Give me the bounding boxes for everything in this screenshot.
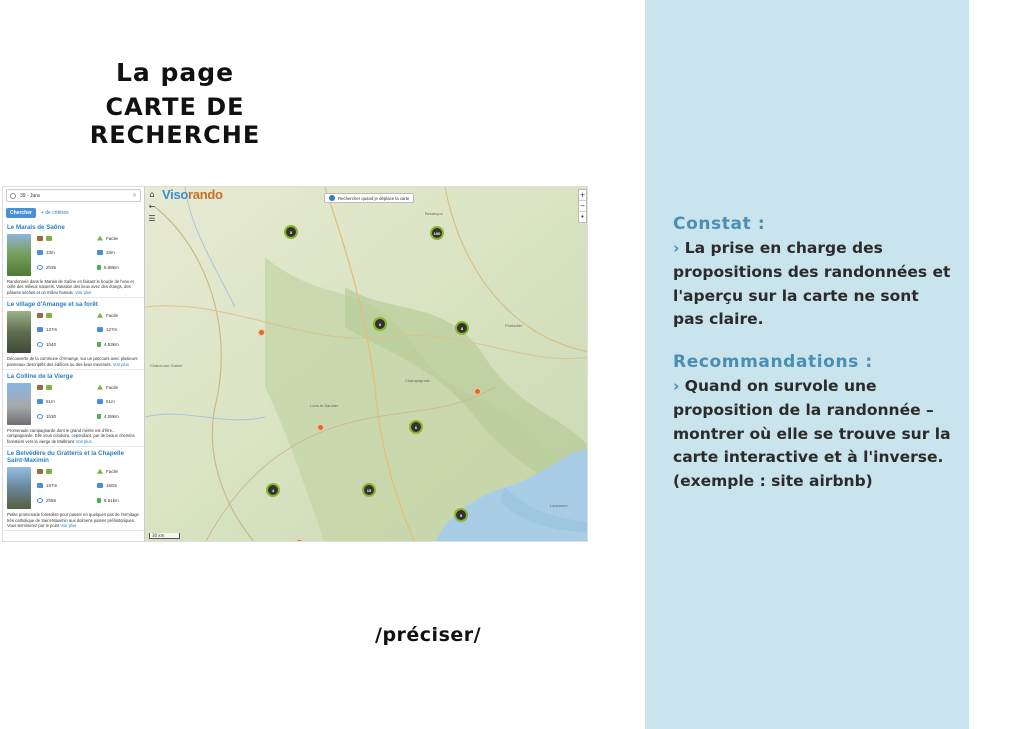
clock-icon: [37, 265, 43, 270]
hike-type: [37, 383, 97, 391]
poi-marker[interactable]: [258, 329, 265, 336]
hike-result-item[interactable]: [3, 370, 144, 447]
svg-text:Champagnole: Champagnole: [405, 378, 430, 383]
hike-cluster-marker[interactable]: 8: [455, 321, 469, 335]
distance-icon: [97, 498, 101, 503]
elevation-up-icon: [97, 399, 103, 404]
visorando-logo[interactable]: Visorando: [162, 187, 223, 202]
svg-text:Besançon: Besançon: [425, 211, 443, 216]
findings-panel: [645, 0, 969, 729]
hike-type: [37, 234, 97, 242]
hike-elevation-down: 51m: [37, 398, 97, 406]
hike-info-row: [7, 467, 140, 509]
constat-text: › La prise en charge des propositions des randonnées et l'aperçu sur la carte ne sont pas claire.: [673, 239, 951, 329]
hike-duration: 2h55: [37, 497, 97, 505]
hike-duration: 1h30: [37, 412, 97, 420]
boot-icon: [37, 236, 43, 241]
hike-title-link[interactable]: Le Belvédère du Gratteris et la Chapelle Saint-Maximin: [7, 450, 124, 465]
elevation-up-icon: [97, 483, 103, 488]
zoom-in-button[interactable]: +: [579, 191, 586, 199]
difficulty-icon: [97, 313, 103, 318]
hike-cluster-marker[interactable]: 100: [430, 226, 444, 240]
poi-marker[interactable]: [317, 424, 324, 431]
hike-difficulty: Facile: [97, 383, 137, 391]
hike-description: Randonnée dans le Marais de Saône en faisant le boucle de l'eau et celle des milieux naturels. Variation des lieux avec des étangs, des pâtures sèches et un milieu humide. Voir plus: [7, 279, 134, 295]
search-value: 39 - Jura: [20, 192, 40, 199]
elevation-up-icon: [97, 250, 103, 255]
hike-type: [37, 311, 97, 319]
results-sidebar: [3, 187, 145, 542]
hike-elevation-up: 33m: [97, 249, 137, 257]
hike-duration: 2h35: [37, 263, 97, 271]
difficulty-icon: [97, 469, 103, 474]
hike-info-row: [7, 383, 140, 425]
clock-icon: [37, 498, 43, 503]
hike-description: Petite promenade forestière pour passer en quelques pas de l'ermitage très catholique de Saint-Maximin aux dolmens païens préhistoriques. Vous terminerez par le point Voir plus: [7, 512, 139, 529]
see-more-link[interactable]: Voir plus: [75, 438, 92, 444]
recommendations-heading: Recommandations :: [673, 352, 873, 372]
search-button[interactable]: Chercher: [6, 208, 36, 218]
search-icon: [10, 193, 16, 199]
hike-description: Découverte de la commune d'Amange, sur un parcours avec plusieurs panneaux descriptifs des édifices ou des lieux traversés. Voir plus: [7, 356, 138, 367]
hike-difficulty: Facile: [97, 234, 137, 242]
clock-icon: [37, 414, 43, 419]
difficulty-icon: [97, 385, 103, 390]
zoom-control: [578, 189, 587, 223]
hike-type: [37, 467, 97, 475]
clock-icon: [37, 342, 43, 347]
hike-result-item[interactable]: [3, 447, 144, 531]
elevation-down-icon: [37, 327, 43, 332]
hike-elevation-down: 157m: [37, 482, 97, 490]
filter-icon[interactable]: ☰: [148, 214, 156, 223]
back-arrow-icon[interactable]: ←: [148, 202, 156, 211]
recommendations-text: › Quand on survole une proposition de la randonnée – montrer où elle se trouve sur la carte interactive et à l'inverse. (exemple : site airbnb): [673, 377, 951, 491]
svg-text:Chalon-sur-Saône: Chalon-sur-Saône: [150, 363, 183, 368]
poi-marker[interactable]: [474, 388, 481, 395]
distance-icon: [97, 265, 101, 270]
title-line-2: CARTE DE RECHERCHE: [89, 93, 261, 149]
boot-icon: [37, 313, 43, 318]
hike-cluster-marker[interactable]: 6: [373, 317, 387, 331]
boot-icon: [37, 469, 43, 474]
svg-text:Pontarlier: Pontarlier: [505, 323, 523, 328]
map-left-controls: [147, 189, 157, 225]
hike-thumbnail[interactable]: [7, 234, 31, 276]
page-title: [30, 58, 320, 149]
title-line-1: La page: [115, 58, 235, 87]
distance-icon: [97, 342, 101, 347]
home-icon[interactable]: ⌂: [149, 190, 155, 199]
hike-distance: 6.68km: [97, 263, 137, 271]
website-screenshot: [2, 186, 588, 542]
zoom-out-button[interactable]: −: [579, 202, 586, 210]
loop-icon: [46, 313, 52, 318]
difficulty-icon: [97, 236, 103, 241]
hike-title-link[interactable]: La Colline de la Vierge: [7, 373, 73, 381]
hike-elevation-down: 127m: [37, 326, 97, 334]
hike-stats: [37, 383, 137, 425]
hike-thumbnail[interactable]: [7, 467, 31, 509]
hike-cluster-marker[interactable]: 4: [266, 483, 280, 497]
hike-list: [3, 221, 144, 531]
loop-icon: [46, 469, 52, 474]
hike-elevation-up: 127m: [97, 326, 137, 334]
hike-info-row: [7, 234, 140, 276]
hike-result-item[interactable]: [3, 298, 144, 370]
hike-cluster-marker[interactable]: 5: [454, 508, 468, 522]
svg-text:Lons-le-Saunier: Lons-le-Saunier: [310, 403, 339, 408]
hike-description: Promenade campagnarde dont le grand mérite est d'être... campagnarde. Elle vous conduira, cependant, par de beaux chemins forestiers vers la vierge de Malbrans Voir plus: [7, 428, 135, 444]
see-more-link[interactable]: Voir plus: [75, 289, 92, 295]
hike-stats: [37, 234, 137, 276]
loop-icon: [46, 385, 52, 390]
hike-difficulty: Facile: [97, 467, 137, 475]
loop-icon: [46, 236, 52, 241]
hike-difficulty: Facile: [97, 311, 137, 319]
hike-duration: 1h40: [37, 341, 97, 349]
interactive-map[interactable]: [145, 187, 588, 542]
hike-thumbnail[interactable]: [7, 311, 31, 353]
boot-icon: [37, 385, 43, 390]
distance-icon: [97, 414, 101, 419]
elevation-down-icon: [37, 250, 43, 255]
hike-cluster-marker[interactable]: 5: [284, 225, 298, 239]
more-criteria-link[interactable]: + de critères: [40, 209, 69, 216]
annotation-note: /préciser/: [375, 624, 482, 646]
poi-marker[interactable]: [296, 539, 303, 542]
see-more-link[interactable]: Voir plus: [112, 361, 129, 367]
hike-cluster-marker[interactable]: 15: [362, 483, 376, 497]
hike-distance: 4.53km: [97, 341, 137, 349]
constat-heading: Constat :: [673, 214, 766, 234]
arrow-icon: ›: [673, 377, 680, 395]
hike-stats: [37, 311, 137, 353]
elevation-up-icon: [97, 327, 103, 332]
svg-text:Lausanne: Lausanne: [550, 503, 568, 508]
see-more-link[interactable]: Voir plus: [60, 523, 77, 529]
hike-title-link[interactable]: Le village d'Amange et sa forêt: [7, 301, 98, 309]
hike-thumbnail[interactable]: [7, 383, 31, 425]
hike-cluster-marker[interactable]: 6: [409, 420, 423, 434]
hike-elevation-up: 51m: [97, 398, 137, 406]
search-input[interactable]: [6, 189, 141, 202]
hike-elevation-up: 160m: [97, 482, 137, 490]
map-scale: 30 km: [149, 533, 180, 539]
hike-distance: 8.51km: [97, 497, 137, 505]
hike-stats: [37, 467, 137, 509]
search-on-move-checkbox[interactable]: Rechercher quand je déplace la carte: [324, 193, 414, 203]
elevation-down-icon: [37, 483, 43, 488]
hike-info-row: [7, 311, 140, 353]
checkbox-checked-icon: [329, 195, 335, 201]
arrow-icon: ›: [673, 239, 680, 257]
hike-result-item[interactable]: [3, 221, 144, 298]
hike-title-link[interactable]: Le Marais de Saône: [7, 224, 65, 231]
reset-north-button[interactable]: •: [580, 213, 585, 221]
clear-icon[interactable]: ✕: [131, 193, 137, 199]
hike-distance: 4.08km: [97, 412, 137, 420]
elevation-down-icon: [37, 399, 43, 404]
hike-elevation-down: 33m: [37, 249, 97, 257]
search-actions: [3, 204, 144, 221]
